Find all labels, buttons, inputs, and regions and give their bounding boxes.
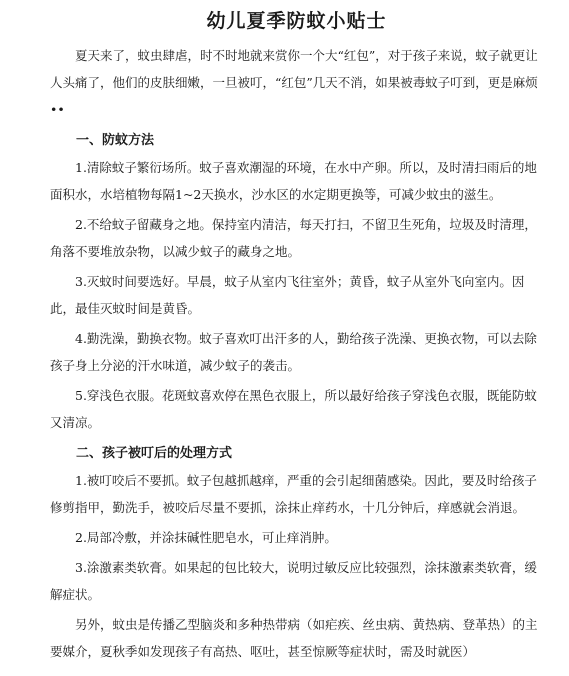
- prevention-item-2: 2.不给蚊子留藏身之地。保持室内清洁，每天打扫，不留卫生死角，垃圾及时清理，角落不要堆放杂物，以减少蚊子的藏身之地。: [50, 217, 537, 259]
- prevention-item-5: 5.穿浅色衣服。花斑蚊喜欢停在黑色衣服上，所以最好给孩子穿浅色衣服，既能防蚊又清凉。: [50, 388, 537, 430]
- treatment-item-2: 2.局部冷敷，并涂抹碱性肥皂水，可止痒消肿。: [75, 530, 337, 545]
- document-title: 幼儿夏季防蚊小贴士: [206, 10, 387, 32]
- prevention-item-3: 3.灭蚊时间要选好。早晨，蚊子从室内飞往室外；黄昏，蚊子从室外飞向室内。因此，最佳灭蚊时间是黄昏。: [50, 274, 525, 316]
- closing-paragraph: 另外，蚊虫是传播乙型脑炎和多种热带病（如疟疾、丝虫病、黄热病、登革热）的主要媒介，夏秋季如发现孩子有高热、呕吐，甚至惊厥等症状时，需及时就医）: [50, 617, 538, 659]
- section-heading-treatment: 二、孩子被叮后的处理方式: [76, 446, 233, 461]
- treatment-item-1: 1.被叮咬后不要抓。蚊子包越抓越痒，严重的会引起细菌感染。因此，要及时给孩子修剪指甲，勤洗手，被咬后尽量不要抓，涂抹止痒药水，十几分钟后，痒感就会消退。: [50, 473, 537, 515]
- section-heading-prevention: 一、防蚊方法: [76, 133, 155, 148]
- treatment-item-3: 3.涂激素类软膏。如果起的包比较大，说明过敏反应比较强烈，涂抹激素类软膏，缓解症状。: [50, 560, 537, 602]
- prevention-item-4: 4.勤洗澡，勤换衣物。蚊子喜欢叮出汗多的人，勤给孩子洗澡、更换衣物，可以去除孩子身上分泌的汗水味道，减少蚊子的袭击。: [50, 331, 537, 373]
- intro-paragraph: 夏天来了，蚊虫肆虐，时不时地就来赏你一个大“红包”，对于孩子来说，蚊子就更让人头痛了，他们的皮肤细嫩，一旦被叮，“红包”几天不消，如果被毒蚊子叮到，更是麻烦••: [50, 48, 538, 117]
- prevention-item-1: 1.清除蚊子繁衍场所。蚊子喜欢潮湿的环境，在水中产卵。所以，及时清扫雨后的地面积水，水培植物每隔1~2天换水，沙水区的水定期更换等，可减少蚊虫的滋生。: [50, 160, 537, 202]
